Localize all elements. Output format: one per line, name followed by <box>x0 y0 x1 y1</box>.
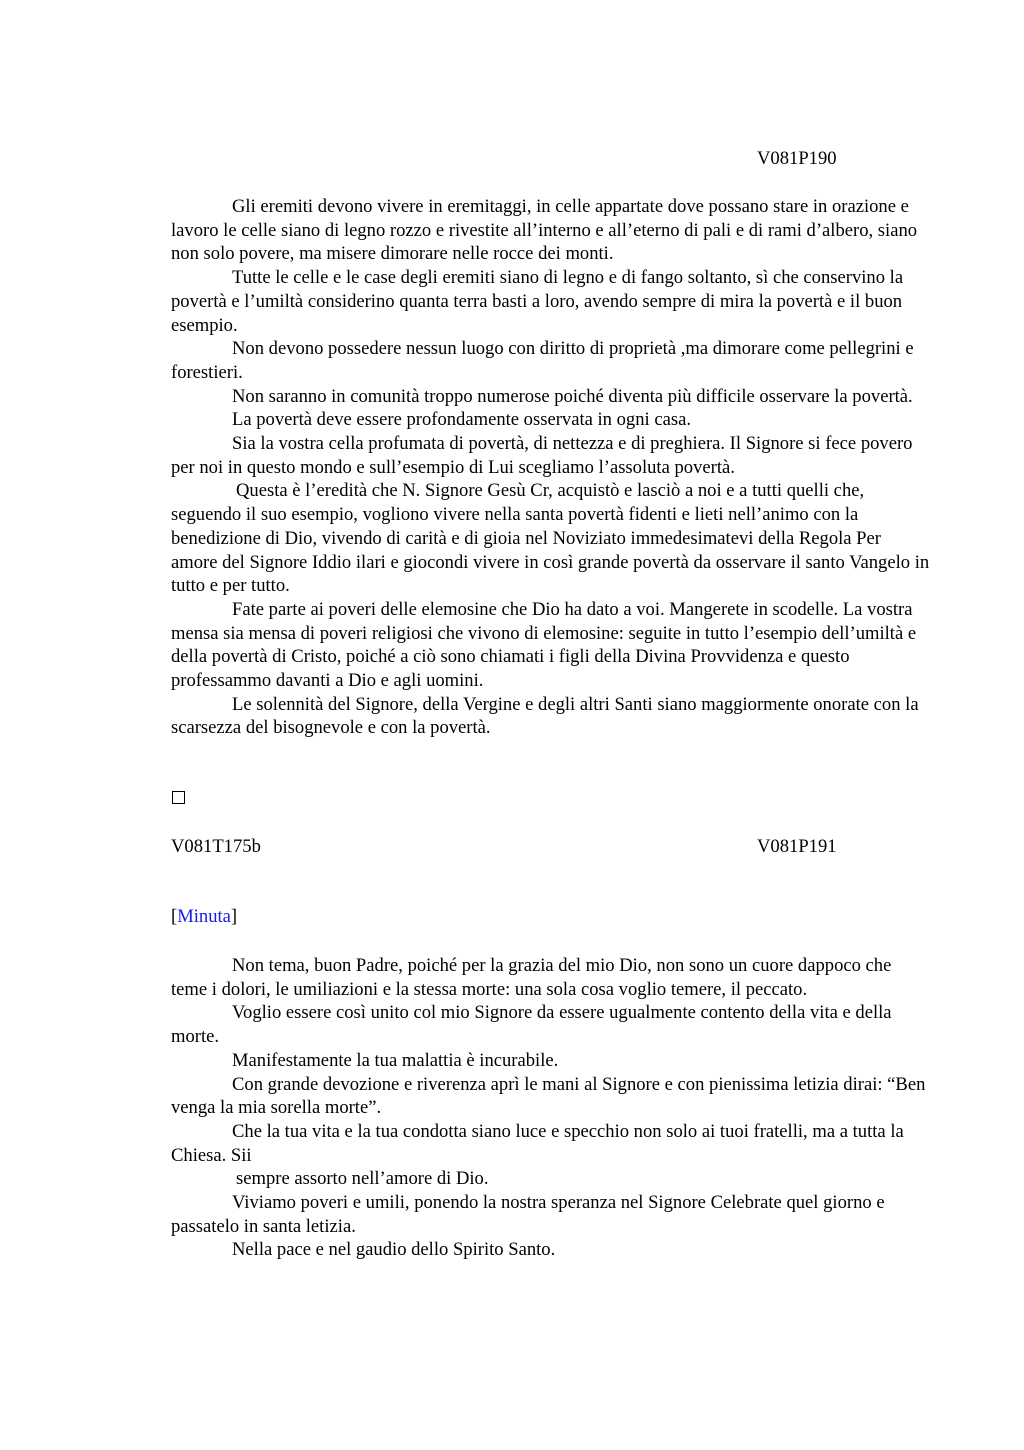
paragraph: Fate parte ai poveri delle elemosine che Dio ha dato a voi. Mangerete in scodelle. La vostra mensa sia mensa di poveri religiosi che vivono di elemosine: seguite in tutto l’esempio dell’umiltà e della povertà di Cristo, poiché a ciò sono chiamati i figli della Divina Provvidenza e questo professammo davanti a Dio e agli uomini. <box>171 598 917 692</box>
paragraph: Viviamo poveri e umili, ponendo la nostra speranza nel Signore Celebrate quel giorno e passatelo in santa letizia. <box>171 1192 885 1237</box>
paragraph: La povertà deve essere profondamente osservata in ogni casa. <box>232 409 691 431</box>
text-section-poverty <box>171 195 931 740</box>
bracket-close: ] <box>230 906 238 927</box>
page-code-header: V081P190 <box>757 148 837 169</box>
paragraph: Tutte le celle e le case degli eremiti siano di legno e di fango soltanto, sì che conservino la povertà e l’umiltà considerino quanta terra basti a loro, avendo sempre di mira la povertà e il buon esempio. <box>171 267 904 336</box>
paragraph: Gli eremiti devono vivere in eremitaggi, in celle appartate dove possano stare in orazione e lavoro le celle siano di legno rozzo e rivestite all’interno e all’eterno di pali e di rami d’albero, siano non solo povere, ma misere dimorare nelle rocce dei monti. <box>171 196 918 265</box>
paragraph: Nella pace e nel gaudio dello Spirito Santo. <box>232 1239 556 1261</box>
paragraph: Non devono possedere nessun luogo con diritto di proprietà ,ma dimorare come pellegrini e forestieri. <box>171 338 914 383</box>
paragraph: Non saranno in comunità troppo numerose poiché diventa più difficile osservare la povertà. <box>232 385 913 407</box>
paragraph: sempre assorto nell’amore di Dio. <box>236 1168 489 1190</box>
bracket-open: [ <box>171 906 178 927</box>
paragraph: Questa è l’eredità che N. Signore Gesù Cr, acquistò e lasciò a noi e a tutti quelli che, seguendo il suo esempio, vogliono vivere nella santa povertà fidenti e lieti nell’animo con la benedizione di Dio, vivendo di carità e di gioia nel Noviziato immedesimatevi della Regola Per amore del Signore Iddio ilari e giocondi vivere in così grande povertà da osservare il santo Vangelo in tutto e per tutto. <box>171 480 930 597</box>
paragraph: Con grande devozione e riverenza aprì le mani al Signore e con pienissima letizia dirai: “Ben venga la mia sorella morte”. <box>171 1073 926 1119</box>
paragraph: Le solennità del Signore, della Vergine e degli altri Santi siano maggiormente onorate con la scarsezza del bisognevole e con la povertà. <box>171 693 919 739</box>
paragraph: Sia la vostra cella profumata di povertà, di nettezza e di preghiera. Il Signore si fece povero per noi in questo mondo e sull’esempio di Lui scegliamo l’assoluta povertà. <box>171 433 913 478</box>
text-section-letter <box>171 954 931 1262</box>
page-code-header: V081P191 <box>757 836 837 857</box>
text-code-label: V081T175b <box>171 836 261 857</box>
paragraph: Che la tua vita e la tua condotta siano luce e specchio non solo ai tuoi fratelli, ma a tutta la Chiesa. Sii <box>171 1120 904 1166</box>
paragraph: Manifestamente la tua malattia è incurabile. <box>232 1049 559 1071</box>
paragraph: Non tema, buon Padre, poiché per la grazia del mio Dio, non sono un cuore dappoco che teme i dolori, le umiliazioni e la stessa morte: una sola cosa voglio temere, il peccato. <box>171 955 892 1000</box>
paragraph: Voglio essere così unito col mio Signore da essere ugualmente contento della vita e della morte. <box>171 1002 892 1048</box>
minuta-tag <box>171 905 237 929</box>
empty-square-icon <box>172 791 185 804</box>
minuta-link[interactable]: Minuta <box>177 906 231 927</box>
